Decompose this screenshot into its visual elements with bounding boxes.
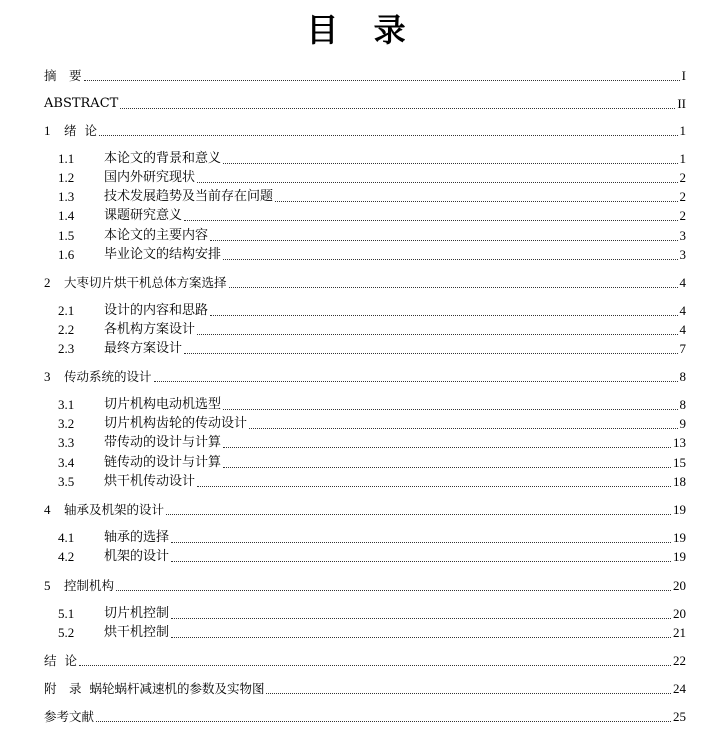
toc-entry-number: 1.3 — [58, 189, 75, 204]
toc-entry-2-3[interactable] — [58, 339, 686, 357]
toc-entry-page: 1 — [679, 123, 686, 138]
toc-entry-number: 3 — [44, 369, 51, 384]
toc-entry-label: 机架的设计 — [104, 549, 170, 564]
toc-entry-label: 切片机控制 — [104, 606, 170, 621]
toc-entry-number: 1.1 — [58, 151, 75, 166]
toc-entry-number: 2.3 — [58, 341, 75, 356]
toc-entry-label: 烘干机控制 — [104, 625, 170, 640]
toc-entry-page: 8 — [679, 397, 686, 412]
dot-leader — [166, 514, 671, 515]
toc-entry-number: 2 — [44, 275, 51, 290]
toc-entry-conclusion[interactable] — [44, 651, 686, 669]
toc-entry-chapter-5[interactable] — [44, 576, 686, 594]
toc-entry-number: 1.5 — [58, 228, 75, 243]
toc-entry-page: 1 — [679, 151, 686, 166]
dot-leader — [223, 259, 677, 260]
dot-leader — [223, 447, 671, 448]
toc-entry-label: 各机构方案设计 — [104, 322, 196, 337]
dot-leader — [223, 163, 677, 164]
toc-entry-page: 19 — [673, 530, 686, 545]
toc-entry-references[interactable] — [44, 707, 686, 725]
toc-entry-number: 5.1 — [58, 606, 75, 621]
toc-entry-4-2[interactable] — [58, 547, 686, 565]
toc-entry-label: 带传动的设计与计算 — [104, 435, 222, 450]
toc-entry-number: 4 — [44, 502, 51, 517]
toc-entry-label: 附 录 蜗轮蜗杆减速机的参数及实物图 — [44, 681, 265, 696]
toc-entry-page: 3 — [679, 247, 686, 262]
toc-entry-page: I — [681, 68, 686, 83]
toc-entry-label: 大枣切片烘干机总体方案选择 — [64, 275, 227, 290]
dot-leader — [116, 590, 671, 591]
toc-entry-number: 4.1 — [58, 530, 75, 545]
toc-entry-page: 15 — [673, 455, 686, 470]
dot-leader — [171, 618, 671, 619]
toc-entry-number: 5 — [44, 578, 51, 593]
toc-entry-chapter-2[interactable] — [44, 273, 686, 291]
toc-entry-page: 22 — [673, 653, 686, 668]
toc-entry-3-2[interactable] — [58, 414, 686, 432]
toc-entry-1-3[interactable] — [58, 187, 686, 205]
toc-entry-4-1[interactable] — [58, 528, 686, 546]
toc-entry-label: 切片机构电动机选型 — [104, 397, 222, 412]
toc-entry-page: 25 — [673, 709, 686, 724]
toc-entry-chapter-3[interactable] — [44, 367, 686, 385]
toc-entry-page: 20 — [673, 578, 686, 593]
toc-entry-label: 轴承及机架的设计 — [64, 502, 165, 517]
toc-entry-2-1[interactable] — [58, 301, 686, 319]
page-title: 目 录 — [306, 11, 418, 49]
toc-entry-label: 本论文的主要内容 — [104, 228, 209, 243]
toc-entry-number: 4.2 — [58, 549, 75, 564]
dot-leader — [275, 201, 677, 202]
dot-leader — [184, 220, 677, 221]
dot-leader — [120, 108, 675, 109]
toc-entry-label: 毕业论文的结构安排 — [104, 247, 222, 262]
toc-entry-page: 20 — [673, 606, 686, 621]
toc-entry-chapter-1[interactable] — [44, 121, 686, 139]
toc-entry-3-3[interactable] — [58, 433, 686, 451]
toc-entry-3-1[interactable] — [58, 395, 686, 413]
toc-entry-5-1[interactable] — [58, 604, 686, 622]
toc-entry-number: 3.2 — [58, 416, 75, 431]
toc-entry-1-6[interactable] — [58, 245, 686, 263]
toc-entry-label: ABSTRACT — [44, 96, 119, 111]
toc-entry-page: 7 — [679, 341, 686, 356]
toc-entry-number: 5.2 — [58, 625, 75, 640]
toc-entry-2-2[interactable] — [58, 320, 686, 338]
dot-leader — [210, 240, 677, 241]
toc-entry-label: 摘 要 — [44, 68, 82, 83]
toc-entry-label: 参考文献 — [44, 709, 95, 724]
dot-leader — [79, 665, 671, 666]
toc-entry-number: 2.2 — [58, 322, 75, 337]
dot-leader — [229, 287, 678, 288]
toc-entry-number: 1.4 — [58, 208, 75, 223]
toc-entry-page: 2 — [679, 170, 686, 185]
toc-entry-page: 2 — [679, 208, 686, 223]
toc-entry-page: 18 — [673, 474, 686, 489]
dot-leader — [197, 486, 671, 487]
toc-entry-abstract-en[interactable] — [44, 94, 686, 112]
toc-entry-page: 4 — [679, 322, 686, 337]
toc-entry-page: 19 — [673, 549, 686, 564]
toc-entry-3-4[interactable] — [58, 453, 686, 471]
toc-entry-page: 3 — [679, 228, 686, 243]
toc-entry-label: 技术发展趋势及当前存在问题 — [104, 189, 274, 204]
toc-entry-number: 3.4 — [58, 455, 75, 470]
toc-entry-label: 烘干机传动设计 — [104, 474, 196, 489]
dot-leader — [154, 381, 678, 382]
toc-entry-number: 2.1 — [58, 303, 75, 318]
dot-leader — [99, 135, 678, 136]
toc-entry-number: 1 — [44, 123, 51, 138]
toc-entry-number: 1.6 — [58, 247, 75, 262]
toc-entry-page: 24 — [673, 681, 686, 696]
toc-entry-label: 绪 论 — [64, 123, 97, 138]
toc-entry-chapter-4[interactable] — [44, 500, 686, 518]
toc-entry-label: 设计的内容和思路 — [104, 303, 209, 318]
toc-entry-label: 结 论 — [44, 653, 77, 668]
dot-leader — [96, 721, 671, 722]
toc-entry-number: 3.5 — [58, 474, 75, 489]
toc-entry-page: 4 — [679, 275, 686, 290]
toc-entry-appendix[interactable] — [44, 679, 686, 697]
toc-entry-label: 国内外研究现状 — [104, 170, 196, 185]
toc-entry-label: 链传动的设计与计算 — [104, 455, 222, 470]
toc-entry-page: II — [677, 96, 686, 111]
dot-leader — [184, 353, 677, 354]
toc-entry-label: 本论文的背景和意义 — [104, 151, 222, 166]
toc-entry-number: 3.1 — [58, 397, 75, 412]
toc-entry-label: 控制机构 — [64, 578, 115, 593]
dot-leader — [84, 80, 680, 81]
dot-leader — [197, 334, 677, 335]
toc-entry-label: 最终方案设计 — [104, 341, 183, 356]
dot-leader — [266, 693, 671, 694]
dot-leader — [171, 637, 671, 638]
dot-leader — [197, 182, 677, 183]
toc-entry-label: 切片机构齿轮的传动设计 — [104, 416, 248, 431]
dot-leader — [223, 467, 671, 468]
toc-entry-page: 2 — [679, 189, 686, 204]
dot-leader — [171, 542, 671, 543]
toc-entry-1-5[interactable] — [58, 226, 686, 244]
toc-entry-page: 4 — [679, 303, 686, 318]
toc-entry-page: 8 — [679, 369, 686, 384]
toc-entry-3-5[interactable] — [58, 472, 686, 490]
toc-entry-abstract-cn[interactable] — [44, 66, 686, 84]
toc-entry-1-2[interactable] — [58, 168, 686, 186]
toc-entry-number: 3.3 — [58, 435, 75, 450]
toc-entry-1-4[interactable] — [58, 206, 686, 224]
dot-leader — [223, 409, 677, 410]
dot-leader — [171, 561, 671, 562]
toc-entry-page: 21 — [673, 625, 686, 640]
toc-entry-5-2[interactable] — [58, 623, 686, 641]
toc-entry-number: 1.2 — [58, 170, 75, 185]
dot-leader — [210, 315, 677, 316]
toc-entry-page: 9 — [679, 416, 686, 431]
toc-entry-1-1[interactable] — [58, 149, 686, 167]
toc-entry-label: 传动系统的设计 — [64, 369, 152, 384]
dot-leader — [249, 428, 677, 429]
toc-entry-label: 轴承的选择 — [104, 530, 170, 545]
toc-entry-page: 13 — [673, 435, 686, 450]
toc-entry-label: 课题研究意义 — [104, 208, 183, 223]
toc-entry-page: 19 — [673, 502, 686, 517]
